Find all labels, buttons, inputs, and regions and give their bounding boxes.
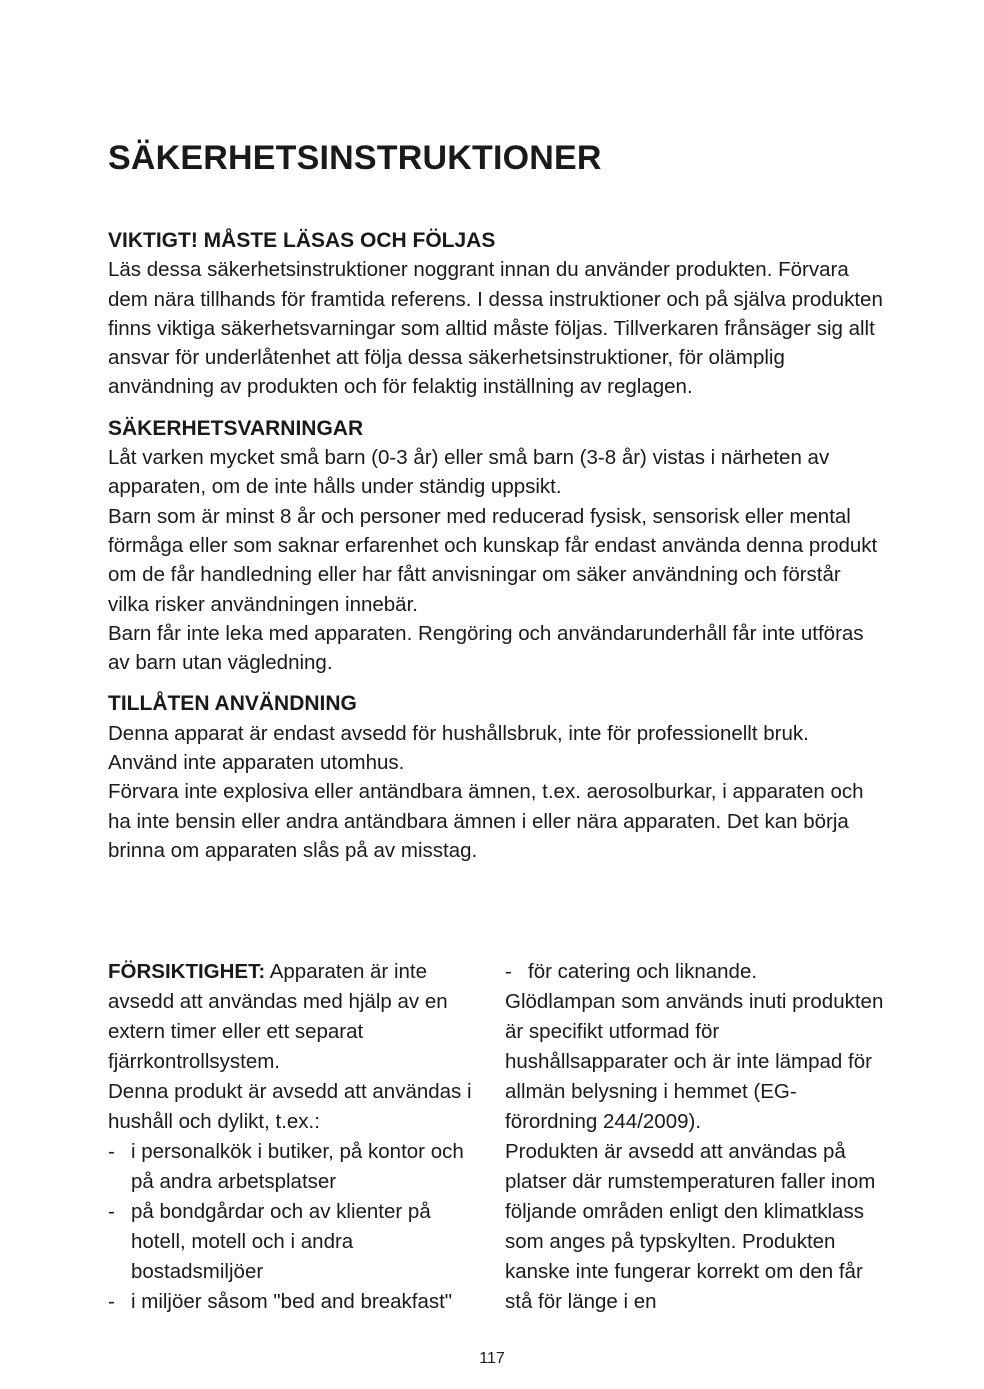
section-paragraph: Förvara inte explosiva eller antändbara ämnen, t.ex. aerosolburkar, i apparaten och ha inte bensin eller andra antändbara ämnen i eller nära apparaten. Det kan börja brinna om apparaten slås på av misstag. — [108, 780, 864, 862]
section-heading: SÄKERHETSVARNINGAR — [108, 416, 364, 440]
section-paragraph: Låt varken mycket små barn (0-3 år) eller små barn (3-8 år) vistas i närheten av apparaten, om de inte hålls under ständig uppsikt. — [108, 446, 830, 499]
section-permitted-use — [108, 689, 884, 865]
section-paragraph: Läs dessa säkerhetsinstruktioner noggrant innan du använder produkten. Förvara dem nära tillhands för framtida referens. I dessa instruktioner och på själva produkten finns viktiga säkerhetsvarningar som alltid måste följas. Tillverkaren frånsäger sig allt ansvar för underlåtenhet att följa dessa säkerhetsinstruktioner, för olämplig användning av produkten och för felaktig inställning av reglagen. — [108, 258, 883, 399]
caution-paragraph — [108, 957, 480, 1077]
section-important — [108, 226, 884, 402]
page-number: 117 — [479, 1350, 505, 1367]
section-paragraph: Barn som är minst 8 år och personer med reducerad fysisk, sensorisk eller mental förmåga eller som saknar erfarenhet och kunskap får endast använda denna produkt om de får handledning eller har fått anvisningar om säker användning och förstår vilka risker användningen innebär. — [108, 504, 878, 616]
right-column — [505, 957, 884, 1317]
list-item: - på bondgårdar och av klienter på hotell, motell och i andra bostadsmiljöer — [108, 1197, 480, 1287]
caution-text: Apparaten är inte avsedd att användas med hjälp av en extern timer eller ett separat fjärrkontrollsystem. — [108, 960, 448, 1073]
upper-content — [108, 226, 884, 877]
bulb-paragraph: Glödlampan som används inuti produkten är specifikt utformad för hushållsapparater och är inte lämpad för allmän belysning i hemmet (EG-förordning 244/2009). — [505, 990, 884, 1133]
list-item: - för catering och liknande. — [505, 957, 884, 987]
section-paragraph: Denna apparat är endast avsedd för hushållsbruk, inte för professionellt bruk. — [108, 721, 809, 745]
usage-list-continued — [505, 957, 884, 987]
section-safety-warnings — [108, 414, 884, 678]
left-column — [108, 957, 480, 1317]
usage-intro: Denna produkt är avsedd att användas i hushåll och dylikt, t.ex.: — [108, 1080, 472, 1133]
section-paragraph: Barn får inte leka med apparaten. Rengöring och användarunderhåll får inte utföras av barn utan vägledning. — [108, 621, 864, 675]
page-title: SÄKERHETSINSTRUKTIONER — [108, 139, 602, 177]
list-item: - i personalkök i butiker, på kontor och på andra arbetsplatser — [108, 1137, 480, 1197]
section-heading: TILLÅTEN ANVÄNDNING — [108, 692, 357, 716]
climate-paragraph: Produkten är avsedd att användas på platser där rumstemperaturen faller inom följande områden enligt den klimatklass som anges på typskylten. Produkten kanske inte fungerar korrekt om den får stå för länge i en — [505, 1140, 876, 1313]
caution-label: FÖRSIKTIGHET: — [108, 960, 266, 983]
list-item: - i miljöer såsom "bed and breakfast" — [108, 1287, 480, 1317]
usage-list — [108, 1137, 480, 1317]
section-heading: VIKTIGT! MÅSTE LÄSAS OCH FÖLJAS — [108, 229, 496, 252]
section-paragraph: Använd inte apparaten utomhus. — [108, 751, 405, 775]
